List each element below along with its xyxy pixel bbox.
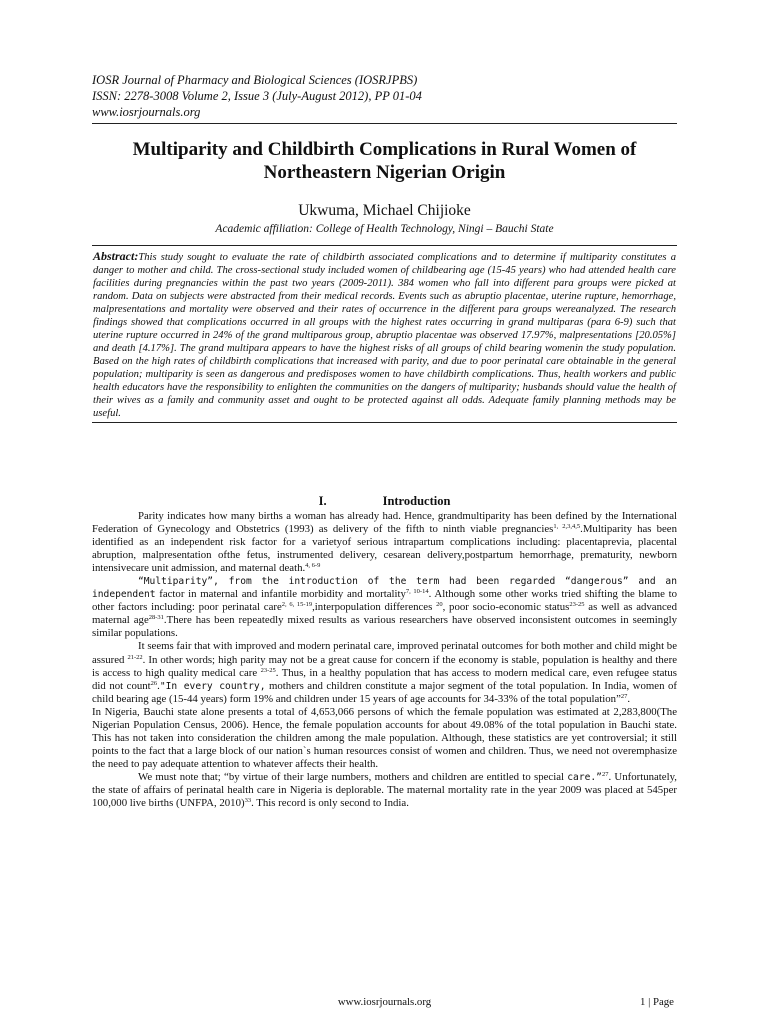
section-title: Introduction xyxy=(382,494,451,508)
text-run: as well as advanced maternal age xyxy=(92,601,677,627)
author-affiliation: Academic affiliation: College of Health Technology, Ningi – Bauchi State xyxy=(215,223,554,235)
text-run: "In every country, xyxy=(159,680,266,692)
abstract-label: Abstract: xyxy=(93,249,139,263)
text-run: We must note that; “by virtue of their large numbers, mothers and children are entitled to special xyxy=(138,770,564,783)
journal-name: IOSR Journal of Pharmacy and Biological Sciences (IOSRJPBS) xyxy=(92,73,418,87)
text-run: . xyxy=(157,679,160,692)
page-number: 1 | Page xyxy=(640,996,674,1008)
abstract-box xyxy=(92,245,677,423)
citation: 1, 2,3,4,5 xyxy=(553,523,581,531)
text-run: Parity indicates how many births a woman has already had. Hence, grandmultiparity has been defined by the International Federation of Gynecology and Obstetrics (1993) as delivery of the fifth to ninth viable pregnancies xyxy=(92,510,677,536)
paragraph-3 xyxy=(92,640,677,705)
citation: 4, 6-9 xyxy=(305,562,321,570)
text-run: .Multiparity has been identified as an independent risk factor for a varietyof serious intrapartum complications including: placentaprevia, placental abruption, malpresentation ofthe fetus, instrumented delivery, cesarean delivery,postpartum hemorrhage, prematurity, newborn intensivecare unit admission, and maternal death. xyxy=(92,523,678,575)
citation: 7, 10-14 xyxy=(405,588,429,596)
author-name: Ukwuma, Michael Chijioke xyxy=(298,202,471,219)
citation: 27 xyxy=(601,770,609,778)
citation: 2, 6, 15-19 xyxy=(281,601,313,609)
citation: 26 xyxy=(150,679,158,687)
text-run: , poor socio-economic status xyxy=(442,601,570,614)
citation: 20 xyxy=(436,601,443,609)
text-run: It seems fair that with improved and modern perinatal care, improved perinatal outcomes for both mother and child might be assured xyxy=(92,640,677,666)
text-run: mothers and children constitute a major segment of the total population. In India, women of child bearing age (15-44 years) form 19% and children under 15 years of age accounts for 34-33% of the total population” xyxy=(92,679,677,705)
title-line-2: Northeastern Nigerian Origin xyxy=(263,162,506,183)
citation: 23-25 xyxy=(569,601,585,609)
citation: 33 xyxy=(244,797,252,805)
citation: 21-22 xyxy=(127,653,143,661)
header-divider xyxy=(92,123,677,124)
title-line-1: Multiparity and Childbirth Complications in Rural Women of xyxy=(132,139,637,160)
paragraph-2 xyxy=(92,575,677,640)
text-run: . Unfortunately, the state of affairs of perinatal health care in Nigeria is deplorable. The maternal mortality rate in the year 2009 was placed at 545per 100,000 live births (UNFPA, 2010) xyxy=(92,770,677,810)
abstract-text: This study sought to evaluate the rate of childbirth associated complications and to determine if multiparity constitutes a danger to mother and child. The cross-sectional study included women of childbearing age (15-45 years) who had attended health care facilities during pregnancies within the past two years (2009-2011). 384 women who fall into different para groups were picked at random. Data on subjects were abstracted from their medical records. Events such as abruptio placentae, uterine rupture, hemorrhage, malpresentations and mortality were observed and their rates of occurrence in the different para groups wereanalyzed. The research findings showed that complications occurred in all groups with the highest rates occurring in grand multiparas (para 6-9) such that uterine rupture occurred in 24% of the grand multiparous group, abruptio placentae was observed 17.97%, malpresentations [20.05%] and death [4.17%]. The grand multipara appears to have the highest risks of all groups of child bearing womenin the study population. Based on the high rates of childbirth complications that increased with parity, and due to poor perinatal care obtainable in the general population; multiparity is seen as dangerous and predisposes women to have childbirth complications. Thus, health workers and public health educators have the responsibility to enlighten the communities on the dangers of multiparity; husbands should value the health of their wives as a family and community asset and ought to be protected against all odds. Adequate family planning methods may be useful. xyxy=(93,252,676,419)
text-run: . This record is only second to India. xyxy=(251,797,409,810)
paragraph-4: In Nigeria, Bauchi state alone presents a total of 4,653,066 persons of which the female population was estimated at 2,283,800(The Nigerian Population Census, 2006). Hence, the female population accounts for about 49.08% of the total population in Bauchi state. This has not taken into consideration the children among the male population. Although, these statistics are yet controversial; it still points to the fact that a large block of our nation`s human resources consist of women and children. Thus, we need not overemphasize the need to pay adequate attention to whatever affects their health. xyxy=(92,705,677,770)
citation: 23-25 xyxy=(260,666,276,674)
text-run: “Multiparity”, from the introduction of the term had been regarded “dangerous” and an independent xyxy=(92,576,677,601)
body-text xyxy=(92,510,677,810)
text-run: . Although some other works tried shifting the blame to other factors including: poor perinatal care xyxy=(92,588,677,614)
section-heading xyxy=(92,494,677,509)
citation: 28-31 xyxy=(148,614,164,622)
text-run: . In other words; high parity may not be a great cause for concern if the economy is stable, population is healthy and there is access to high quality medical care xyxy=(92,653,677,679)
text-run: .There has been repeatedly mixed results as various researchers have observed inconsistent outcomes in seemingly similar populations. xyxy=(92,614,677,640)
text-run: care.” xyxy=(567,771,602,783)
text-run: . xyxy=(627,692,631,705)
citation: 27 xyxy=(620,692,628,700)
paragraph-5 xyxy=(92,771,677,810)
text-run: . Thus, in a healthy population that has access to modern medical care, even refugee status did not count xyxy=(92,666,677,692)
text-run: ,interpopulation differences xyxy=(312,601,437,614)
paragraph-1 xyxy=(92,510,677,575)
journal-header xyxy=(92,72,422,120)
paper-title xyxy=(92,138,677,184)
text-run: factor in maternal and infantile morbidity and mortality xyxy=(155,588,406,601)
section-number: I. xyxy=(318,494,327,508)
journal-website: www.iosrjournals.org xyxy=(92,105,201,119)
footer-website[interactable]: www.iosrjournals.org xyxy=(337,996,432,1008)
journal-issn: ISSN: 2278-3008 Volume 2, Issue 3 (July-August 2012), PP 01-04 xyxy=(92,89,422,103)
